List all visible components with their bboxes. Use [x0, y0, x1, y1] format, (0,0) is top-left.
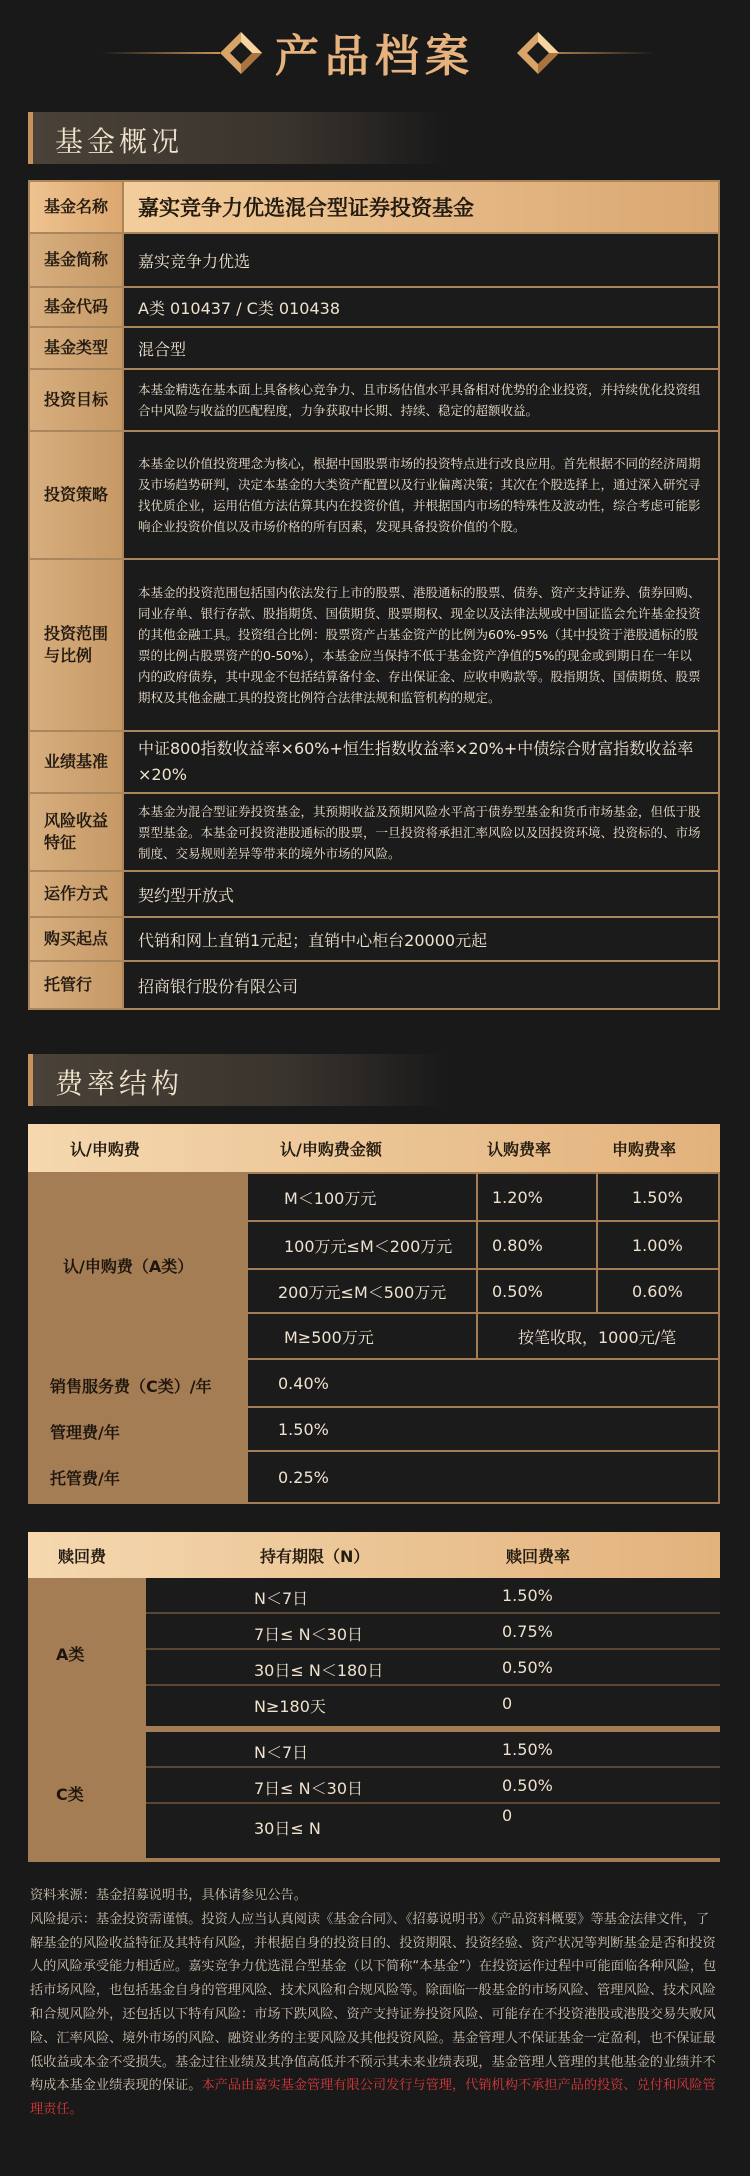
table-row [30, 288, 718, 328]
period-cell: N＜7日 [254, 1743, 309, 1762]
fee-label: 托管费/年 [50, 1469, 120, 1488]
table-row [146, 1734, 720, 1768]
page-title: 产品档案 [275, 31, 475, 82]
row-key: 投资范围与比例 [30, 560, 124, 730]
row-key: 业绩基准 [30, 732, 124, 792]
group-label: C类 [56, 1785, 84, 1804]
fund-overview-table [28, 180, 720, 1010]
rate-cell: 0.75% [502, 1622, 553, 1641]
row-key: 运作方式 [30, 872, 124, 916]
column-header: 认/申购费 [70, 1140, 140, 1159]
period-cell: N≥180天 [254, 1697, 326, 1716]
row-key: 托管行 [30, 962, 124, 1008]
redemption-fee-table [28, 1532, 720, 1862]
rate-cell: 0 [502, 1694, 513, 1713]
amount-cell: 200万元≤M＜500万元 [246, 1268, 478, 1314]
table-row [146, 1580, 720, 1614]
row-value: 中证800指数收益率×60%+恒生指数收益率×20%+中债综合财富指数收益率×20% [124, 732, 718, 792]
fee-value: 1.50% [246, 1406, 720, 1452]
row-key: 基金简称 [30, 234, 124, 286]
subscription-fee-table [28, 1124, 720, 1504]
column-header: 认购费率 [487, 1140, 552, 1159]
column-header: 赎回费率 [506, 1547, 571, 1566]
table-row [30, 328, 718, 370]
row-key: 基金类型 [30, 328, 124, 368]
row-value: 嘉实竞争力优选 [124, 234, 718, 286]
row-value: 本基金以价值投资理念为核心，根据中国股票市场的投资特点进行改良应用。首先根据不同的经济周期及市场趋势研判，决定本基金的大类资产配置以及行业偏离决策；其次在个股选择上，通过深入研究寻找优质企业，运用估值方法估算其内在投资价值，并根据国内市场的特殊性及波动性，综合考虑可能影响企业投资价值以及市场价格的所有因素，发现具备投资价值的个股。 [124, 432, 718, 558]
period-cell: N＜7日 [254, 1589, 309, 1608]
section-header-overview [28, 112, 448, 164]
rate-cell: 0.50% [502, 1658, 553, 1677]
row-value: 嘉实竞争力优选混合型证券投资基金 [124, 182, 718, 232]
risk-warning-highlight: 本产品由嘉实基金管理有限公司发行与管理，代销机构不承担产品的投资、兑付和风险管理责任。 [30, 2078, 716, 2118]
section-title: 费率结构 [55, 1067, 184, 1100]
section-header-fees [28, 1054, 448, 1106]
row-value: 本基金精选在基本面上具备核心竞争力、且市场估值水平具备相对优势的企业投资，并持续优化投资组合中风险与收益的匹配程度，力争获取中长期、持续、稳定的超额收益。 [124, 370, 718, 430]
table-row [30, 182, 718, 234]
group-label: 认/申购费（A类） [63, 1257, 194, 1276]
rate-cell: 0 [502, 1806, 513, 1825]
amount-cell: M＜100万元 [246, 1172, 478, 1222]
table-row [30, 732, 718, 794]
table-row [146, 1616, 720, 1650]
table-row [30, 370, 718, 432]
table-row [30, 560, 718, 732]
row-value: 招商银行股份有限公司 [124, 962, 718, 1008]
table-row [30, 234, 718, 288]
row-key: 投资策略 [30, 432, 124, 558]
rate-cell: 0.50% [502, 1776, 553, 1795]
fee-label: 销售服务费（C类）/年 [50, 1377, 212, 1396]
row-value: 代销和网上直销1元起；直销中心柜台20000元起 [124, 918, 718, 960]
rate-cell: 0.50% [476, 1268, 598, 1314]
section-title: 基金概况 [55, 125, 184, 158]
rate-cell: 1.50% [596, 1172, 720, 1222]
table-row [146, 1770, 720, 1804]
source-note: 资料来源：基金招募说明书，具体请参见公告。 [30, 1888, 307, 1903]
fee-value: 0.25% [246, 1450, 720, 1504]
period-cell: 30日≤ N＜180日 [254, 1661, 384, 1680]
table-row [146, 1806, 720, 1854]
rate-cell: 1.50% [502, 1586, 553, 1605]
table-row [30, 918, 718, 962]
row-key: 购买起点 [30, 918, 124, 960]
rate-cell: 1.20% [476, 1172, 598, 1222]
amount-cell: M≥500万元 [246, 1312, 478, 1360]
table-row [146, 1688, 720, 1722]
column-header: 赎回费 [58, 1547, 107, 1566]
table-header [28, 1532, 720, 1578]
table-row [146, 1652, 720, 1686]
table-row [30, 872, 718, 918]
risk-warning: 风险提示：基金投资需谨慎。投资人应当认真阅读《基金合同》、《招募说明书》《产品资料概要》等基金法律文件，了解基金的风险收益特征及其特有风险，并根据自身的投资目的、投资期限、投资经验、资产状况等判断基金是否和投资人的风险承受能力相适应。嘉实竞争力优选混合型基金（以下简称“本基金”）在投资运作过程中可能面临各种风险，包括市场风险，也包括基金自身的管理风险、技术风险和合规风险等。除面临一般基金的市场风险、管理风险、技术风险和合规风险外，还包括以下特有风险：市场下跌风险、资产支持证券投资风险、可能存在不投资港股或港股交易失败风险、汇率风险、境外市场的风险、融资业务的主要风险及其他投资风险。基金管理人不保证基金一定盈利，也不保证最低收益或本金不受损失。基金过往业绩及其净值高低并不预示其未来业绩表现，基金管理人管理的其他基金的业绩并不构成本基金业绩表现的保证。 [30, 1911, 717, 2094]
table-header [28, 1124, 720, 1172]
period-cell: 7日≤ N＜30日 [254, 1625, 364, 1644]
table-row [30, 962, 718, 1008]
disclaimer [30, 1884, 722, 2122]
period-cell: 30日≤ N [254, 1819, 321, 1838]
rate-cell: 1.00% [596, 1220, 720, 1270]
row-key: 风险收益特征 [30, 794, 124, 870]
rate-cell-merged: 按笔收取，1000元/笔 [476, 1312, 720, 1360]
rate-cell: 0.60% [596, 1268, 720, 1314]
row-value: 混合型 [124, 328, 718, 368]
group-a-rows [146, 1578, 720, 1726]
group-label: A类 [56, 1645, 85, 1664]
fee-label: 管理费/年 [50, 1423, 120, 1442]
row-value: 本基金的投资范围包括国内依法发行上市的股票、港股通标的股票、债券、资产支持证券、债券回购、同业存单、银行存款、股指期货、国债期货、股票期权、现金以及法律法规或中国证监会允许基金投资的其他金融工具。投资组合比例：股票资产占基金资产的比例为60%-95%（其中投资于港股通标的股票的比例占股票资产的0-50%），本基金应当保持不低于基金资产净值的5%的现金或到期日在一年以内的政府债券，其中现金不包括结算备付金、存出保证金、应收申购款等。股指期货、国债期货、股票期权及其他金融工具的投资比例符合法律法规和监管机构的规定。 [124, 560, 718, 730]
row-value: A类 010437 / C类 010438 [124, 288, 718, 326]
row-value: 本基金为混合型证券投资基金，其预期收益及预期风险水平高于债券型基金和货币市场基金，但低于股票型基金。本基金可投资港股通标的股票，一旦投资将承担汇率风险以及因投资环境、投资标的、市场制度、交易规则差异等带来的境外市场的风险。 [124, 794, 718, 870]
row-key: 基金名称 [30, 182, 124, 232]
row-key: 基金代码 [30, 288, 124, 326]
column-header: 认/申购费金额 [280, 1140, 382, 1159]
rate-cell: 1.50% [502, 1740, 553, 1759]
table-row [30, 794, 718, 872]
table-row [30, 432, 718, 560]
period-cell: 7日≤ N＜30日 [254, 1779, 364, 1798]
column-header: 持有期限（N） [260, 1547, 370, 1566]
column-header: 申购费率 [612, 1140, 677, 1159]
row-key: 投资目标 [30, 370, 124, 430]
amount-cell: 100万元≤M＜200万元 [246, 1220, 478, 1270]
fee-value: 0.40% [246, 1358, 720, 1408]
group-c-rows [146, 1732, 720, 1858]
rate-cell: 0.80% [476, 1220, 598, 1270]
row-value: 契约型开放式 [124, 872, 718, 916]
